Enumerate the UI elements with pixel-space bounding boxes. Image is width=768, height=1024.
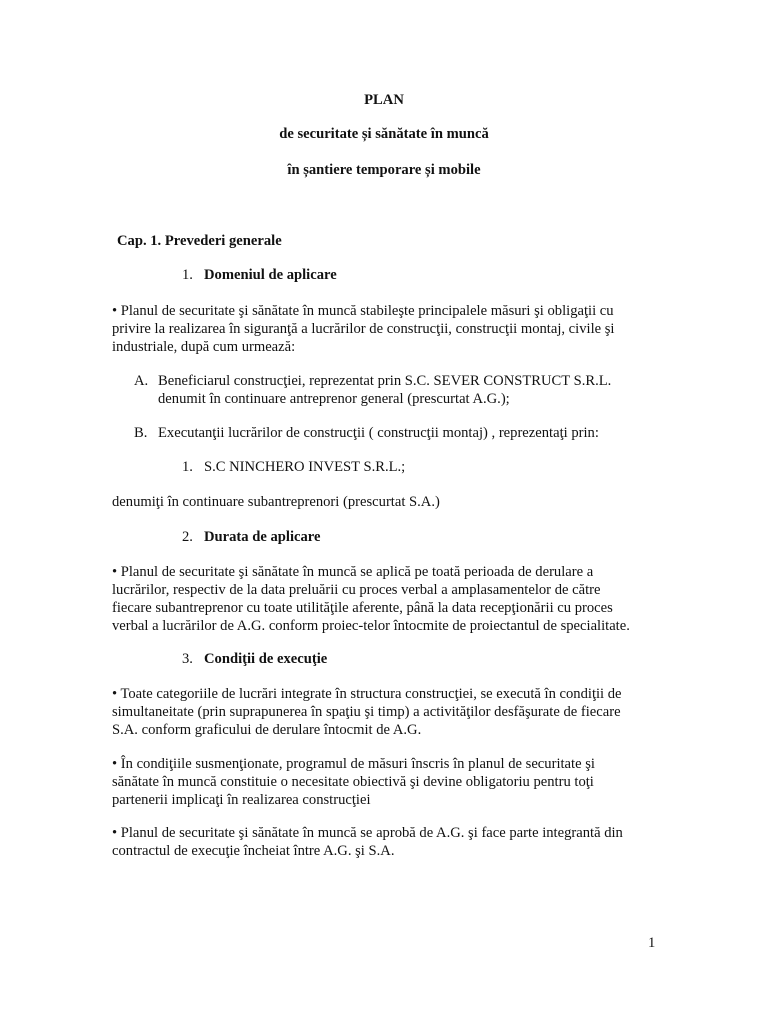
page-number: 1 xyxy=(648,935,656,951)
text-line: Beneficiarul construcţiei, reprezentat prin S.C. SEVER CONSTRUCT S.R.L. xyxy=(158,373,612,389)
text-line: lucrărilor, respectiv de la data preluării cu proces verbal a amplasamentelor de către xyxy=(112,582,601,598)
section-1-paragraph xyxy=(112,302,672,356)
subitem-1-number: 1. xyxy=(182,459,193,475)
section-1-heading: Domeniul de aplicare xyxy=(204,267,337,283)
text-line: • Toate categoriile de lucrări integrate în structura construcţiei, se execută în condiţii de xyxy=(112,686,622,702)
item-b-marker: B. xyxy=(134,425,148,441)
section-1-number: 1. xyxy=(182,267,193,283)
text-line: S.A. conform graficului de derulare întocmit de A.G. xyxy=(112,722,422,738)
subcontractors-note: denumiţi în continuare subantreprenori (prescurtat S.A.) xyxy=(112,494,440,510)
text-line: privire la realizarea în siguranţă a lucrărilor de construcţii, construcţii montaj, civile şi xyxy=(112,321,615,337)
section-2-heading: Durata de aplicare xyxy=(204,529,321,545)
text-line: • Planul de securitate şi sănătate în muncă se aprobă de A.G. şi face parte integrantă din xyxy=(112,825,623,841)
text-line: fiecare subantreprenor cu toate utilităţile aferente, până la data recepţionării cu proces xyxy=(112,600,613,616)
section-3-paragraph-1 xyxy=(112,685,672,739)
text-line: • Planul de securitate şi sănătate în muncă se aplică pe toată perioada de derulare a xyxy=(112,564,594,580)
section-3-paragraph-3 xyxy=(112,824,672,860)
section-3-number: 3. xyxy=(182,651,193,667)
text-line: sănătate în muncă constituie o necesitate obiectivă şi devine obligatoriu pentru toţi xyxy=(112,774,594,790)
item-a-text xyxy=(158,372,718,408)
chapter-heading: Cap. 1. Prevederi generale xyxy=(117,233,282,249)
section-3-paragraph-2 xyxy=(112,755,672,809)
text-line: partenerii implicaţi în realizarea construcţiei xyxy=(112,792,371,808)
item-a-marker: A. xyxy=(134,373,149,389)
subitem-1-text: S.C NINCHERO INVEST S.R.L.; xyxy=(204,459,406,475)
text-line: • Planul de securitate şi sănătate în muncă stabileşte principalele măsuri şi obligaţii cu xyxy=(112,303,614,319)
text-line: contractul de execuţie încheiat între A.G. şi S.A. xyxy=(112,843,395,859)
text-line: verbal a lucrărilor de A.G. conform proiec-telor întocmite de proiectantul de specialitate. xyxy=(112,618,630,634)
document-subtitle-2: în șantiere temporare și mobile xyxy=(287,162,481,178)
text-line: simultaneitate (prin suprapunerea în spaţiu şi timp) a activităţilor desfăşurate de fiecare xyxy=(112,704,621,720)
document-subtitle: de securitate și sănătate în muncă xyxy=(279,126,489,142)
document-title: PLAN xyxy=(364,92,404,108)
text-line: • În condiţiile susmenţionate, programul de măsuri înscris în planul de securitate şi xyxy=(112,756,595,772)
section-2-paragraph xyxy=(112,563,672,635)
text-line: industriale, după cum urmează: xyxy=(112,339,296,355)
section-2-number: 2. xyxy=(182,529,193,545)
section-3-heading: Condiţii de execuţie xyxy=(204,651,328,667)
item-b-text: Executanţii lucrărilor de construcţii ( construcţii montaj) , reprezentaţi prin: xyxy=(158,425,599,441)
text-line: denumit în continuare antreprenor general (prescurtat A.G.); xyxy=(158,391,510,407)
